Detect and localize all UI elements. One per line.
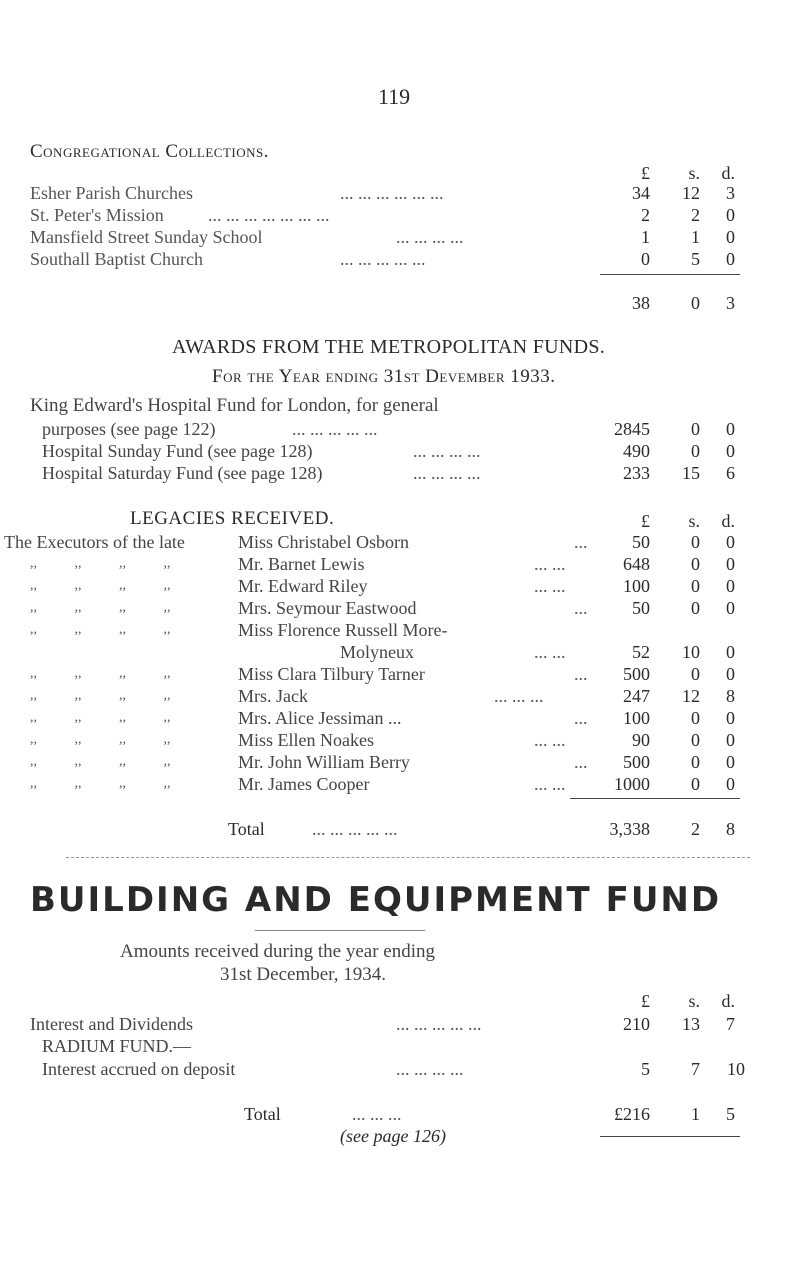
building-intro: Amounts received during the year ending [120,941,435,962]
legacy-name: Mr. Edward Riley [238,576,368,596]
total-label: Total [244,1104,281,1124]
legacy-name: Mr. John William Berry [238,752,410,772]
legacy-dots: ... ... [534,642,566,662]
row-label: Southall Baptist Church [30,249,203,269]
legacy-name: Miss Florence Russell More- [238,620,448,640]
row-shillings: 12 [682,183,700,203]
accrued-dots: ... ... ... ... [396,1059,464,1079]
building-intro-date: 31st December, 1934. [220,964,386,985]
award-shillings: 15 [682,463,700,483]
award-pounds: 233 [623,463,650,483]
interest-pounds: 210 [623,1014,650,1034]
legacy-name: Miss Clara Tilbury Tarner [238,664,425,684]
legacy-pounds: 50 [632,598,650,618]
pounds-header: £ [641,163,650,183]
ditto-marks: ,, ,, ,, ,, [30,710,171,725]
congregational-title: Congregational Collections. [30,141,269,162]
awards-subtitle: For the Year ending 31st Devember 1933. [212,366,556,387]
total-dots: ... ... ... ... ... [312,819,398,839]
total-pounds: 3,338 [609,819,650,839]
award-pounds: 2845 [614,419,650,439]
legacy-pounds: 500 [623,664,650,684]
legacy-dots: ... ... [534,576,566,596]
row-pounds: 0 [641,249,650,269]
legacy-pence: 0 [726,752,735,772]
pence-header: d. [721,991,735,1011]
award-dots: ... ... ... ... [413,441,481,461]
legacy-name: Mrs. Jack [238,686,308,706]
legacy-shillings: 0 [691,664,700,684]
legacy-shillings: 0 [691,532,700,552]
page-number: 119 [378,84,411,109]
award-label: Hospital Sunday Fund (see page 128) [42,441,313,461]
award-pence: 0 [726,419,735,439]
row-pounds: 1 [641,227,650,247]
legacy-name: Miss Ellen Noakes [238,730,374,750]
ditto-marks: ,, ,, ,, ,, [30,776,171,791]
row-pence: 0 [726,205,735,225]
building-total-rule [600,1136,740,1137]
legacy-pounds: 1000 [614,774,650,794]
row-pounds: 2 [641,205,650,225]
section-divider [66,857,750,858]
legacy-pounds: 100 [623,576,650,596]
legacy-pounds: 52 [632,642,650,662]
legacy-shillings: 0 [691,774,700,794]
award-label: King Edward's Hospital Fund for London, for general [30,395,439,416]
legacy-shillings: 0 [691,752,700,772]
row-pence: 3 [726,183,735,203]
row-pence: 0 [726,227,735,247]
legacy-shillings: 0 [691,576,700,596]
ditto-marks: ,, ,, ,, ,, [30,732,171,747]
accrued-pounds: 5 [641,1059,650,1079]
awards-title: AWARDS FROM THE METROPOLITAN FUNDS. [172,336,606,358]
legacy-pence: 0 [726,554,735,574]
legacy-pounds: 648 [623,554,650,574]
row-pence: 0 [726,249,735,269]
total-pounds: £216 [614,1104,650,1124]
legacy-shillings: 10 [682,642,700,662]
legacy-pounds: 50 [632,532,650,552]
legacy-pence: 0 [726,708,735,728]
award-shillings: 0 [691,441,700,461]
executors-label: The Executors of the late [4,532,185,552]
row-label: St. Peter's Mission [30,205,164,225]
legacy-pence: 0 [726,576,735,596]
legacy-pounds: 247 [623,686,650,706]
interest-label: Interest and Dividends [30,1014,193,1034]
pounds-header: £ [641,991,650,1011]
row-shillings: 1 [691,227,700,247]
total-dots: ... ... ... [352,1104,402,1124]
award-pence: 6 [726,463,735,483]
total-label: Total [228,819,265,839]
total-shillings: 0 [691,293,700,313]
legacy-pounds: 100 [623,708,650,728]
legacy-dots: ... ... [534,774,566,794]
legacy-pence: 0 [726,774,735,794]
row-shillings: 5 [691,249,700,269]
legacy-pence: 0 [726,642,735,662]
pence-header: d. [721,511,735,531]
row-pounds: 34 [632,183,650,203]
row-label: Mansfield Street Sunday School [30,227,263,247]
ditto-marks: ,, ,, ,, ,, [30,666,171,681]
legacy-shillings: 0 [691,730,700,750]
ditto-marks: ,, ,, ,, ,, [30,556,171,571]
legacies-total-rule [570,798,740,799]
legacy-dots: ... [574,532,588,552]
legacy-dots: ... [574,664,588,684]
legacies-title: LEGACIES RECEIVED. [130,508,335,529]
building-title: BUILDING AND EQUIPMENT FUND [30,880,722,920]
total-pence: 5 [726,1104,735,1124]
see-page-note: (see page 126) [340,1126,446,1146]
row-dots: ... ... ... ... ... ... [340,183,444,203]
award-dots: ... ... ... ... [413,463,481,483]
total-shillings: 1 [691,1104,700,1124]
shillings-header: s. [688,511,700,531]
award-label-continued: purposes (see page 122) [42,419,216,439]
legacy-name: Mr. Barnet Lewis [238,554,365,574]
legacy-dots: ... ... [534,730,566,750]
pence-header: d. [721,163,735,183]
ditto-marks: ,, ,, ,, ,, [30,578,171,593]
ditto-marks: ,, ,, ,, ,, [30,688,171,703]
legacy-name: Mr. James Cooper [238,774,370,794]
legacy-pounds: 500 [623,752,650,772]
legacy-name-continued: Molyneux [340,642,414,662]
legacy-name: Mrs. Alice Jessiman ... [238,708,402,728]
interest-dots: ... ... ... ... ... [396,1014,482,1034]
accrued-shillings: 7 [691,1059,700,1079]
legacy-pence: 0 [726,598,735,618]
legacy-pence: 8 [726,686,735,706]
radium-fund-label: RADIUM FUND.— [42,1036,192,1056]
award-pounds: 490 [623,441,650,461]
ditto-marks: ,, ,, ,, ,, [30,754,171,769]
award-dots: ... ... ... ... ... [292,419,378,439]
legacy-pence: 0 [726,532,735,552]
legacy-pence: 0 [726,730,735,750]
shillings-header: s. [688,991,700,1011]
legacy-shillings: 12 [682,686,700,706]
legacy-name: Mrs. Seymour Eastwood [238,598,417,618]
legacy-dots: ... [574,752,588,772]
shillings-header: s. [688,163,700,183]
legacy-pounds: 90 [632,730,650,750]
row-dots: ... ... ... ... ... ... ... [208,205,330,225]
congregational-total-rule [600,274,740,275]
legacy-pence: 0 [726,664,735,684]
row-label: Esher Parish Churches [30,183,193,203]
legacy-shillings: 0 [691,708,700,728]
accrued-label: Interest accrued on deposit [42,1059,236,1079]
building-title-underline [255,930,425,931]
pounds-header: £ [641,511,650,531]
award-label: Hospital Saturday Fund (see page 128) [42,463,323,483]
total-shillings: 2 [691,819,700,839]
legacy-name: Miss Christabel Osborn [238,532,409,552]
row-dots: ... ... ... ... ... [340,249,426,269]
legacy-dots: ... [574,708,588,728]
row-shillings: 2 [691,205,700,225]
total-pounds: 38 [632,293,650,313]
ditto-marks: ,, ,, ,, ,, [30,600,171,615]
legacy-shillings: 0 [691,598,700,618]
interest-shillings: 13 [682,1014,700,1034]
interest-pence: 7 [726,1014,735,1034]
row-dots: ... ... ... ... [396,227,464,247]
total-pence: 3 [726,293,735,313]
total-pence: 8 [726,819,735,839]
award-shillings: 0 [691,419,700,439]
legacy-shillings: 0 [691,554,700,574]
ditto-marks: ,, ,, ,, ,, [30,622,171,637]
legacy-dots: ... ... ... [494,686,544,706]
legacy-dots: ... ... [534,554,566,574]
award-pence: 0 [726,441,735,461]
legacy-dots: ... [574,598,588,618]
accrued-pence: 10 [727,1059,745,1079]
